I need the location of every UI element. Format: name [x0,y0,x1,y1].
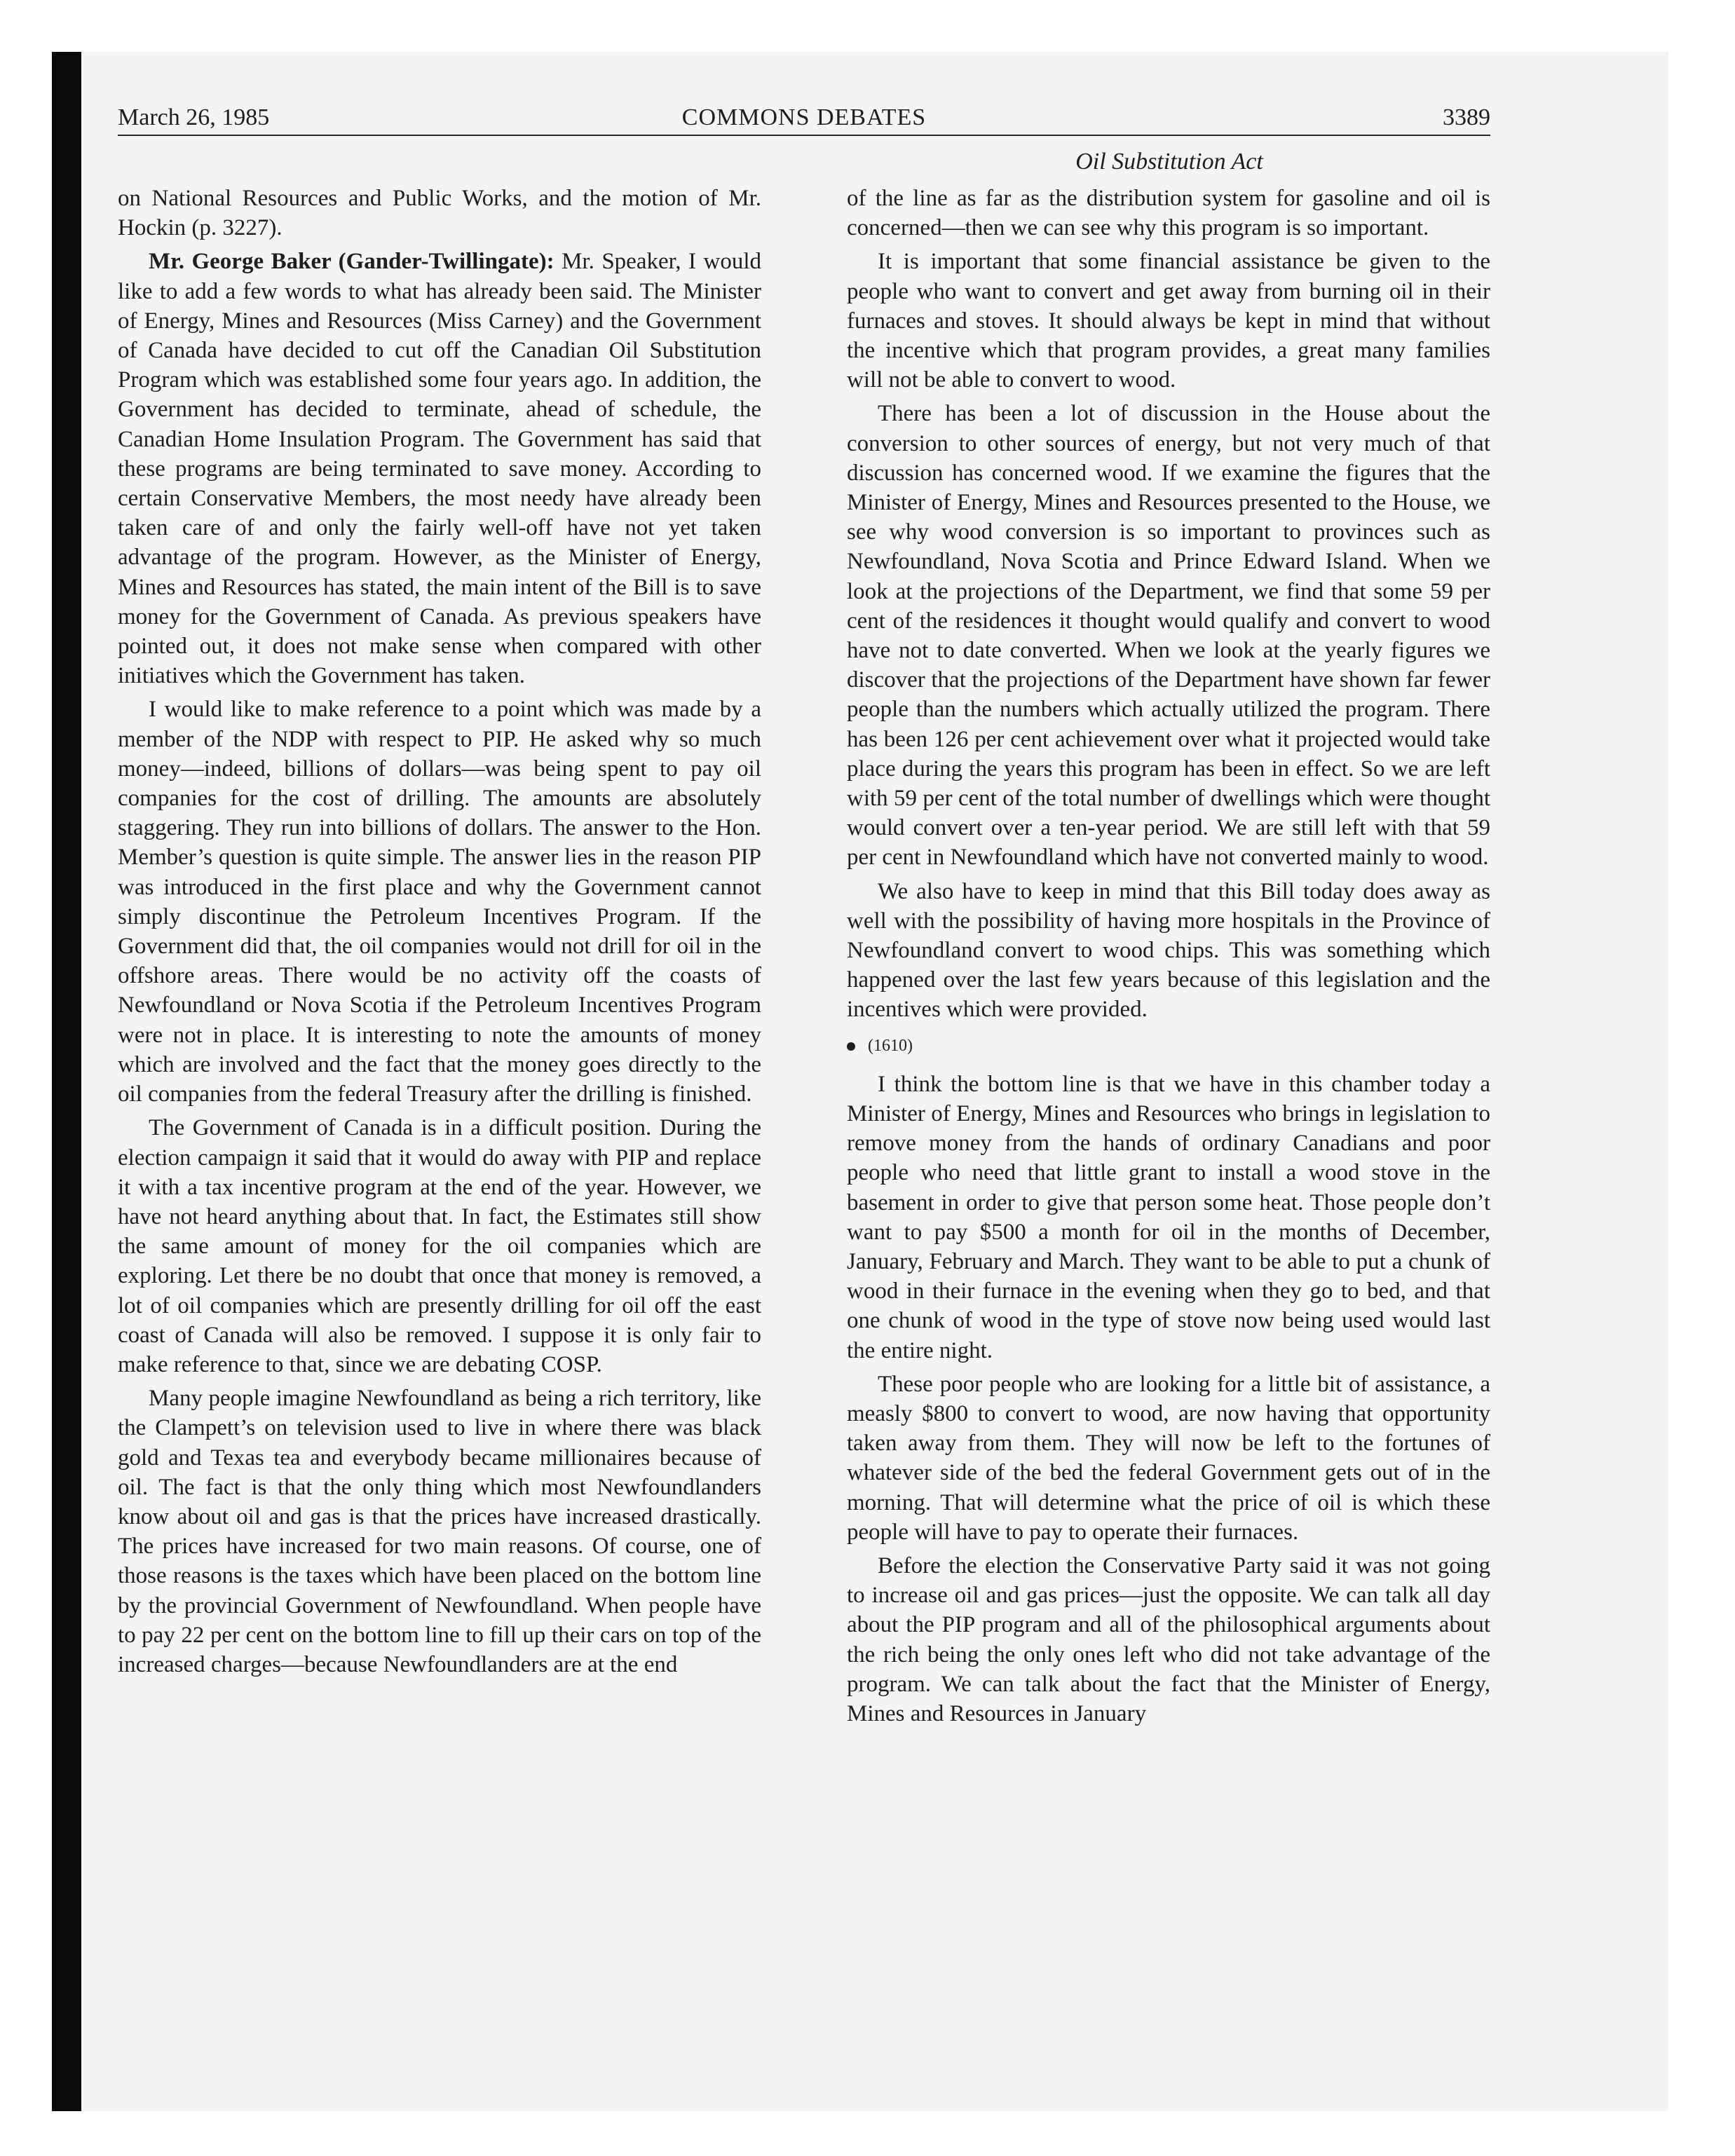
paragraph: These poor people who are looking for a little bit of assistance, a measly $800 to convert to wood, are now having that opportunity taken away from them. They will now be left to the fortunes of whatever side of the bed the federal Government gets out of in the morning. That will determine what the price of oil is which these people will have to pay to operate their furnaces. [847,1371,1490,1545]
bullet-icon [847,1042,855,1051]
binding-edge [52,52,81,2111]
paragraph: The Government of Canada is in a difficult position. During the election campaign it said that it would do away with PIP and replace it with a tax incentive program at the end of the year. However, we have not heard anything about that. In fact, the Estimates still show the same amount of money for the oil companies which are exploring. Let there be no doubt that once that money is removed, a lot of oil companies which are presently drilling for oil off the east coast of Canada will also be removed. I suppose it is only fair to make reference to that, since we are debating COSP. [118,1115,761,1377]
section-title: Oil Substitution Act [1075,149,1263,175]
speech-paragraph [118,247,761,690]
left-column [118,184,761,1684]
paragraph: on National Resources and Public Works, and the motion of Mr. Hockin (p. 3227). [118,186,761,241]
paragraph: of the line as far as the distribution system for gasoline and oil is concerned—then we can see why this program is so important. [847,186,1490,241]
paragraph: I would like to make reference to a point which was made by a member of the NDP with respect to PIP. He asked why so much money—indeed, billions of dollars—was being spent to pay oil companies for the cost of drilling. The amounts are absolutely staggering. They run into billions of dollars. The answer to the Hon. Member’s question is quite simple. The answer lies in the reason PIP was introduced in the first place and why the Government cannot simply discontinue the Petroleum Incentives Program. If the Government did that, the oil companies would not drill for oil in the offshore areas. There would be no activity off the coasts of Newfoundland or Nova Scotia if the Petroleum Incentives Program were not in place. It is interesting to note the amounts of money which are involved and the fact that the money goes directly to the oil companies from the federal Treasury after the drilling is finished. [118,697,761,1107]
header-date: March 26, 1985 [118,104,270,130]
paragraph: Before the election the Conservative Party said it was not going to increase oil and gas prices—just the opposite. We can talk all day about the PIP program and all of the philosophical arguments about the rich being the only ones left who did not take advantage of the program. We can talk about the fact that the Minister of Energy, Mines and Resources in January [847,1553,1490,1726]
paragraph: We also have to keep in mind that this Bill today does away as well with the possibility of having more hospitals in the Province of Newfoundland convert to wood chips. This was something which happened over the last few years because of this legislation and the incentives which were provided. [847,878,1490,1023]
header-rule [118,135,1490,136]
paragraph: Many people imagine Newfoundland as being a rich territory, like the Clampett’s on television used to live in where there was black gold and Texas tea and everybody became millionaires because of oil. The fact is that the only thing which most Newfoundlanders know about oil and gas is that the prices have increased drastically. The prices have increased for two main reasons. Of course, one of those reasons is the taxes which have been placed on the bottom line by the provincial Government of Newfoundland. When people have to pay 22 per cent on the bottom line to fill up their cars on top of the increased charges—because Newfoundlanders are at the end [118,1386,761,1677]
header-publication: COMMONS DEBATES [681,104,927,130]
speaker-name: Mr. George Baker (Gander-Twillingate): [149,249,554,275]
paragraph: It is important that some financial assistance be given to the people who want to convert and get away from burning oil in their furnaces and stoves. It should always be kept in mind that without the incentive which that program provides, a great many families will not be able to convert to wood. [847,249,1490,393]
header-page-number: 3389 [1443,104,1490,130]
right-column [847,184,1490,1733]
time-marker-text: (1610) [868,1036,913,1055]
paragraph: There has been a lot of discussion in the House about the conversion to other sources of energy, but not very much of that discussion has concerned wood. If we examine the figures that the Minister of Energy, Mines and Resources presented to the House, we see why wood conversion is so important to provinces such as Newfoundland, Nova Scotia and Prince Edward Island. When we look at the projections of the Department, we find that some 59 per cent of the residences it thought would qualify and convert to wood have not to date converted. When we look at the yearly figures we discover that the projections of the Department have shown far fewer people than the numbers which actually utilized the program. There has been 126 per cent achievement over what it projected would take place during the years this program has been in effect. So we are left with 59 per cent of the total number of dwellings which were thought would convert over a ten-year period. We are still left with that 59 per cent in Newfoundland which have not converted mainly to wood. [847,401,1490,871]
speech-text: Mr. Speaker, I would like to add a few words to what has already been said. The Minister of Energy, Mines and Resources (Miss Carney) and the Government of Canada have decided to cut off the Canadian Oil Substitution Program which was established some four years ago. In addition, the Government has decided to terminate, ahead of schedule, the Canadian Home Insulation Program. The Government has said that these programs are being terminated to save money. According to certain Conservative Members, the most needy have already been taken care of and only the fairly well-off have not yet taken advantage of the program. However, as the Minister of Energy, Mines and Resources has stated, the main intent of the Bill is to save money for the Government of Canada. As previous speakers have pointed out, it does not make sense when compared with other initiatives which the Government has taken. [118,249,761,689]
paragraph: I think the bottom line is that we have in this chamber today a Minister of Energy, Mines and Resources who brings in legislation to remove money from the hands of ordinary Canadians and poor people who need that little grant to install a wood stove in the basement in order to give that person some heat. Those people don’t want to pay $500 a month for oil in the months of December, January, February and March. They want to be able to put a chunk of wood in their furnace in the evening when they go to bed, and that one chunk of wood in the type of stove now being used would last the entire night. [847,1071,1490,1363]
running-head [118,102,1490,133]
time-marker [847,1032,1490,1060]
